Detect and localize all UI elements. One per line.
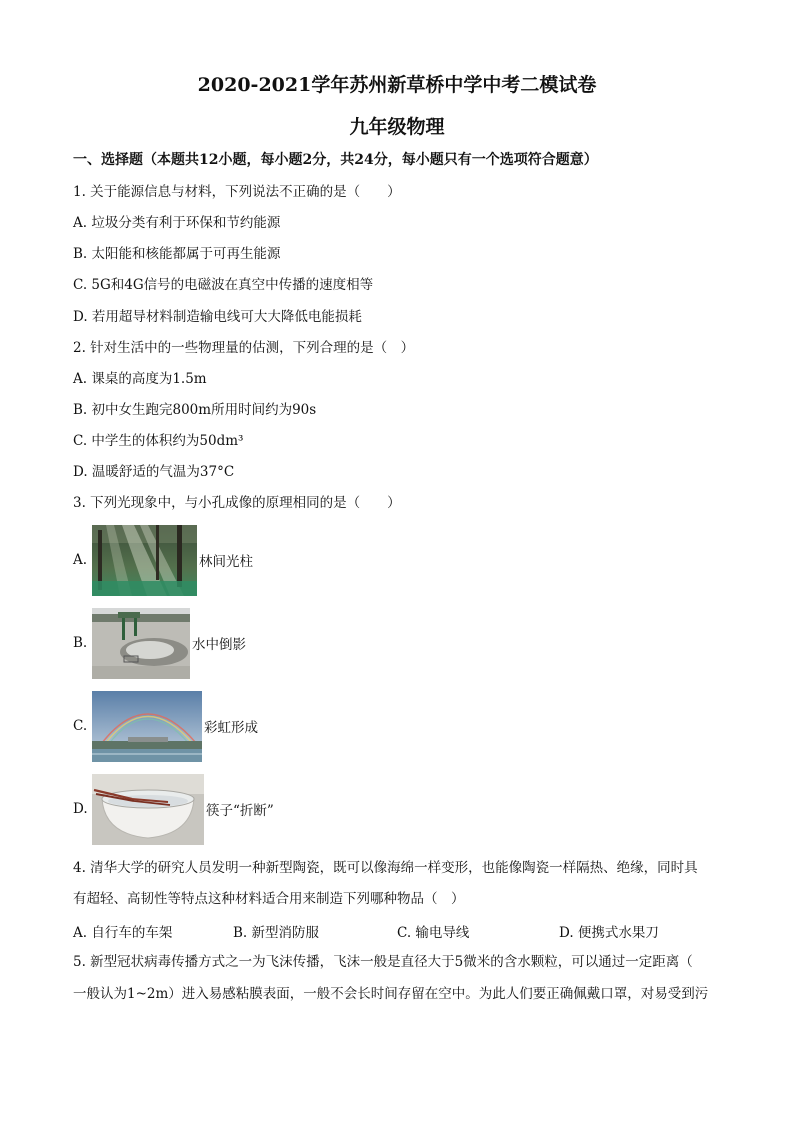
q3-option-d-label: D.	[73, 801, 88, 817]
q4-stem-line1: 4. 清华大学的研究人员发明一种新型陶瓷，既可以像海绵一样变形，也能像陶瓷一样隔热、绝缘，同时具	[73, 860, 698, 876]
q3-stem: 3. 下列光现象中，与小孔成像的原理相同的是（ ）	[73, 495, 401, 511]
q3-option-c	[73, 690, 258, 762]
q3-option-d-caption: 筷子“折断”	[206, 803, 274, 819]
q3-option-b-label: B.	[73, 635, 88, 651]
q3-option-a-caption: 林间光柱	[199, 554, 253, 570]
q3-option-b-caption: 水中倒影	[192, 637, 246, 653]
q4-option-b: B. 新型消防服	[233, 925, 320, 941]
q5-stem-line1: 5. 新型冠状病毒传播方式之一为飞沫传播，飞沫一般是直径大于5微米的含水颗粒，可以通过一定距离（	[73, 954, 693, 970]
q2-option-c: C. 中学生的体积约为50dm³	[73, 433, 244, 449]
q2-option-a: A. 课桌的高度为1.5m	[73, 371, 207, 387]
water-reflection-photo	[92, 608, 190, 679]
q3-option-b	[73, 607, 246, 679]
q1-option-d: D. 若用超导材料制造输电线可大大降低电能损耗	[73, 309, 362, 325]
q1-option-c: C. 5G和4G信号的电磁波在真空中传播的速度相等	[73, 277, 374, 293]
q3-option-c-label: C.	[73, 718, 88, 734]
q4-stem-line2: 有超轻、高韧性等特点这种材料适合用来制造下列哪种物品（ ）	[73, 891, 465, 907]
q3-option-a-label: A.	[73, 552, 88, 568]
q5-stem-line2: 一般认为1~2m）进入易感粘膜表面，一般不会长时间存留在空中。为此人们要正确佩戴口罩，对易受到污	[73, 986, 709, 1002]
q1-option-b: B. 太阳能和核能都属于可再生能源	[73, 246, 281, 262]
q3-option-c-caption: 彩虹形成	[204, 720, 258, 736]
q3-option-a	[73, 524, 253, 596]
q2-option-b: B. 初中女生跑完800m所用时间约为90s	[73, 402, 317, 418]
exam-title: 2020-2021学年苏州新草桥中学中考二模试卷	[197, 74, 597, 96]
q1-option-a: A. 垃圾分类有利于环保和节约能源	[73, 215, 281, 231]
q2-option-d: D. 温暖舒适的气温为37°C	[73, 464, 235, 480]
q2-stem: 2. 针对生活中的一些物理量的估测，下列合理的是（ ）	[73, 340, 415, 356]
q3-option-d	[73, 773, 274, 845]
q4-option-c: C. 输电导线	[397, 925, 470, 941]
rainbow-photo	[92, 691, 202, 762]
q1-stem: 1. 关于能源信息与材料，下列说法不正确的是（ ）	[73, 184, 401, 200]
q4-option-d: D. 便携式水果刀	[559, 925, 659, 941]
q4-option-a: A. 自行车的车架	[73, 925, 173, 941]
forest-light-photo	[92, 525, 197, 596]
section-heading: 一、选择题（本题共12小题，每小题2分，共24分，每小题只有一个选项符合题意）	[73, 152, 598, 168]
chopsticks-bowl-photo	[92, 774, 204, 845]
exam-subtitle: 九年级物理	[349, 116, 445, 138]
